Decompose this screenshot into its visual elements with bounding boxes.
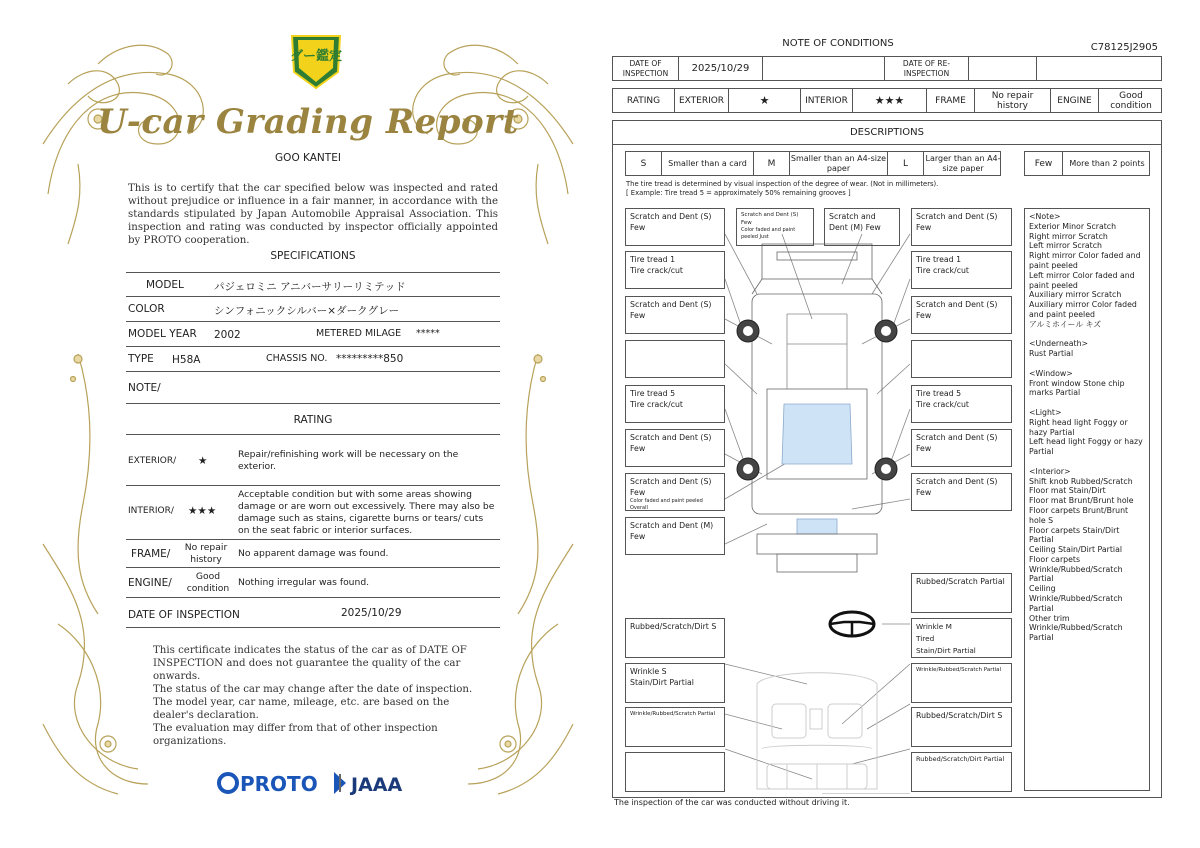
interior-label: INTERIOR [801,89,853,112]
ext-left-box-8: Scratch and Dent (M) Few [625,517,725,555]
exterior-stars: ★ [729,89,801,112]
ext-right-box-3: Scratch and Dent (S) Few [911,296,1012,334]
rating-label: RATING [613,89,675,112]
spec-row-model [126,272,500,297]
spec-row-type [126,347,500,372]
date-label: DATE OF INSPECTION [128,609,240,621]
rating-row-interior [126,486,500,540]
notice-line: The model year, car name, mileage, etc. are based on the dealer's declaration. [153,697,450,721]
badge-text: グー鑑定 [289,49,343,64]
ext-left-box-7-text: Scratch and Dent (S) Few [630,477,712,497]
interior-stars: ★★★ [188,505,217,517]
spec-row-color [126,297,500,322]
few-legend [1024,151,1150,176]
ext-left-box-5: Tire tread 5 Tire crack/cut [625,385,725,423]
size-legend [625,151,1001,176]
ext-right-box-6: Scratch and Dent (S) Few [911,429,1012,467]
footer-logos [216,768,436,798]
engine-label: ENGINE [1051,89,1099,112]
ext-right-box-5: Tire tread 5 Tire crack/cut [911,385,1012,423]
mileage-value: ***** [416,328,440,339]
ext-top-mid-box-1-small: Color faded and paint peeled Just [741,227,796,240]
date-value: 2025/10/29 [341,607,402,619]
chassis-value: *********850 [336,353,404,365]
note-of-conditions-sheet [612,34,1164,814]
engine-label: ENGINE/ [128,577,172,589]
int-left-box-3: Wrinkle/Rubbed/Scratch Partial [625,707,725,747]
ext-top-mid-box-1 [736,208,814,246]
exterior-desc: Repair/refinishing work will be necessary on the exterior. [238,449,459,472]
interior-diagram [757,673,877,789]
condition-notes: <Note> Exterior Minor Scratch Right mirror Scratch Left mirror Scratch Right mirror Color faded and paint peeled Left mirror Color faded and paint peeled Auxiliary mirror Scratch Auxiliary mirror Color faded and paint peeled アルミホイール キズ <Underneath> Rust Partial <Window> Front window Stone chip marks Partial <Light> Right head light Foggy or hazy Partial Left head light Foggy or hazy Partial <Interior> Shift knob Rubbed/Scratch Floor mat Stain/Dirt Floor mat Brunt/Brunt hole Floor carpets Brunt/Brunt hole S Floor carpets Stain/Dirt Partial Ceiling Stain/Dirt Partial Floor carpets Wrinkle/Rubbed/Scratch Partial Ceiling Wrinkle/Rubbed/Scratch Partial Other trim Wrinkle/Rubbed/Scratch Partial [1024,208,1150,791]
color-value: シンフォニックシルバー×ダークグレー [214,305,400,317]
int-right-box-2: Wrinkle M Tired Stain/Dirt Partial [911,618,1012,658]
rating-row-exterior [126,434,500,486]
engine-value: Good condition [186,571,230,594]
int-right-box-1: Rubbed/Scratch Partial [911,573,1012,613]
grading-certificate [38,24,578,824]
specifications-header: SPECIFICATIONS [270,250,356,262]
frame-desc: No apparent damage was found. [238,548,389,559]
chassis-label: CHASSIS NO. [266,353,328,364]
ext-left-box-1: Scratch and Dent (S) Few [625,208,725,246]
descriptions-header: DESCRIPTIONS [613,121,1161,145]
sheet-code: C78125J2905 [1090,42,1158,53]
legend-value-s: Smaller than a card [662,152,754,175]
notice-line: This certificate indicates the status of the car as of DATE OF INSPECTION and does not guarantee the quality of the car onwards. [153,645,467,682]
tire-note-line1: The tire tread is determined by visual inspection of the degree of wear. (Not in millimeters). [626,180,939,188]
date-of-inspection-value: 2025/10/29 [679,57,763,80]
ext-left-box-4 [625,340,725,378]
frame-label: FRAME [927,89,975,112]
proto-logo-icon [219,774,237,792]
legend-value-l: Larger than an A4-size paper [925,153,1001,173]
frame-label: FRAME/ [131,548,171,560]
spec-row-year [126,322,500,347]
interior-stars: ★★★ [853,89,927,112]
model-value: パジェロミニ アニバーサリーリミテッド [214,281,406,293]
rating-header: RATING [293,414,333,426]
goo-kantei-badge [288,32,344,90]
report-title: U-car Grading Report [97,102,519,142]
legend-value-m: Smaller than an A4-size paper [790,152,888,175]
certification-text: This is to certify that the car specified below was inspected and rated without prejudice or influence in a fair manner, in accordance with the standards stipulated by Japan Automobile Appraisal Association. This inspection and rating was conducted by inspector officially appointed by PROTO cooperation. [128,183,498,246]
engine-desc: Nothing irregular was found. [238,577,370,588]
exterior-label: EXTERIOR [675,89,729,112]
legend-key-s: S [626,152,662,175]
interior-label: INTERIOR/ [128,506,174,516]
rating-table [612,88,1162,113]
ext-left-box-7 [625,473,725,511]
ext-left-box-3: Scratch and Dent (S) Few [625,296,725,334]
exterior-stars: ★ [198,455,208,467]
ext-right-box-1: Scratch and Dent (S) Few [911,208,1012,246]
report-subtitle: GOO KANTEI [275,152,341,164]
int-right-box-3: Wrinkle/Rubbed/Scratch Partial [911,663,1012,703]
int-right-box-5: Rubbed/Scratch/Dirt Partial [911,752,1012,792]
legend-key-m: M [754,152,790,175]
ext-top-mid-box-1-text: Scratch and Dent (S) Few [741,212,799,226]
type-label: TYPE [128,353,154,365]
date-table [612,56,1162,81]
exterior-label: EXTERIOR/ [128,456,177,466]
ext-right-box-2: Tire tread 1 Tire crack/cut [911,251,1012,289]
year-value: 2002 [214,329,241,341]
tire-note-line2: [ Example: Tire tread 5 = approximately 50% remaining grooves ] [626,189,851,197]
sheet-title: NOTE OF CONDITIONS [782,38,894,49]
int-left-box-2: Wrinkle S Stain/Dirt Partial [625,663,725,703]
ext-top-mid-box-2: Scratch and Dent (M) Few [824,208,900,246]
type-value: H58A [172,354,201,366]
rating-row-frame [126,540,500,568]
color-label: COLOR [128,303,165,315]
proto-logo-text: PROTO [240,772,318,796]
ext-right-box-7: Scratch and Dent (S) Few [911,473,1012,511]
int-left-box-1: Rubbed/Scratch/Dirt S [625,618,725,658]
certificate-notice [153,644,473,748]
spec-row-note [126,372,500,404]
ext-right-box-4 [911,340,1012,378]
ext-left-box-6: Scratch and Dent (S) Few [625,429,725,467]
date-of-inspection-label: DATE OF INSPECTION [613,57,679,80]
notice-line: The evaluation may differ from that of other inspection organizations. [153,723,438,747]
year-label: MODEL YEAR [128,328,197,340]
legend-key-l: L [888,152,924,175]
tire-note [626,180,938,198]
int-left-box-4 [625,752,725,792]
engine-value: Good condition [1110,90,1152,111]
interior-desc: Acceptable condition but with some areas showing damage or are worn out excessively. There may also be damage such as stains, cigarette burns or tears/ cuts on the seat fabric or interior surfaces. [238,489,495,536]
int-right-box-4: Rubbed/Scratch/Dirt S [911,707,1012,747]
legend-value-few: More than 2 points [1069,158,1145,168]
rating-row-engine [126,568,500,598]
mileage-label: METERED MILAGE [316,328,402,339]
reinspection-label: DATE OF RE-INSPECTION [885,57,969,80]
frame-value: No repair history [184,542,228,565]
sheet-footer: The inspection of the car was conducted without driving it. [614,798,850,807]
legend-key-few: Few [1025,152,1063,175]
frame-value: No repair history [975,89,1051,112]
jaaa-logo-text: JAAA [351,774,403,796]
notice-line: The status of the car may change after the date of inspection. [153,684,473,695]
note-label: NOTE/ [128,382,161,394]
model-label: MODEL [146,279,184,291]
ext-left-box-2: Tire tread 1 Tire crack/cut [625,251,725,289]
steering-wheel-icon [830,612,874,636]
rating-row-date [126,598,500,628]
ext-left-box-7-small: Color faded and paint peeled Overall [630,498,703,511]
